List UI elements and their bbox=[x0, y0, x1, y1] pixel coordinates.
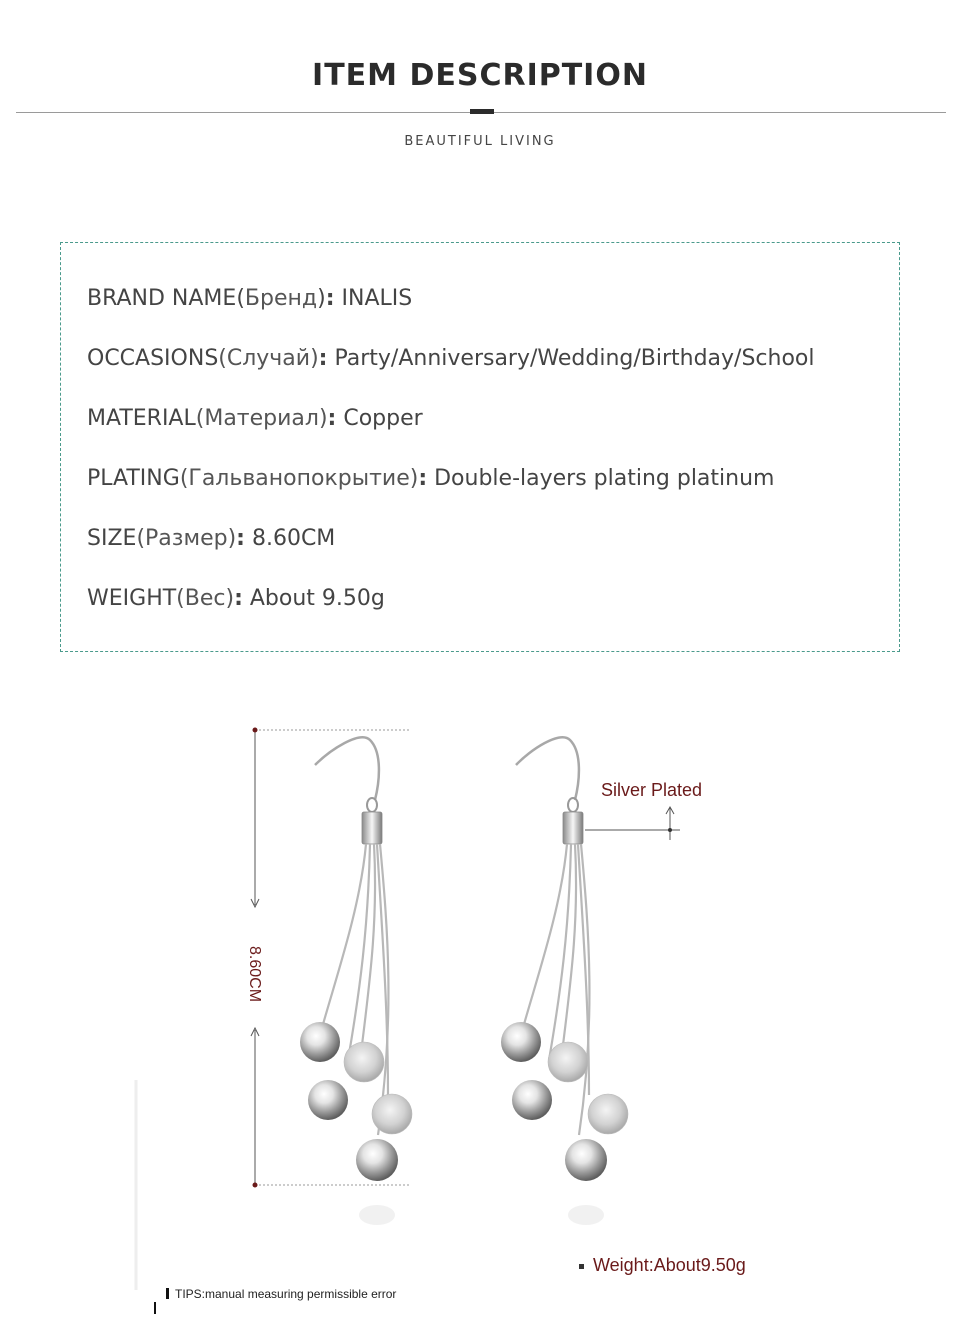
spec-key-ru: (Вес) bbox=[176, 586, 235, 611]
spec-colon: : bbox=[325, 286, 335, 311]
spec-key: SIZE bbox=[87, 526, 137, 551]
spec-key-ru: Бренд bbox=[244, 286, 318, 311]
weight-label: Weight:About9.50g bbox=[593, 1255, 746, 1275]
page-title: ITEM DESCRIPTION bbox=[312, 58, 648, 93]
size-label: 8.60CM bbox=[246, 946, 263, 1003]
spec-occasions bbox=[87, 346, 815, 371]
spec-brand bbox=[87, 286, 412, 311]
left-earring bbox=[300, 737, 412, 1225]
page-subtitle: BEAUTIFUL LIVING bbox=[404, 134, 556, 149]
spec-size bbox=[87, 526, 335, 551]
spec-key: WEIGHT bbox=[87, 586, 177, 611]
spec-value: Double-layers plating platinum bbox=[427, 466, 775, 491]
spec-key-ru: (Материал) bbox=[195, 406, 328, 431]
spec-value: Copper bbox=[336, 406, 423, 431]
spec-key-ru: (Гальванопокрытие) bbox=[179, 466, 419, 491]
spec-key: MATERIAL bbox=[87, 406, 196, 431]
plating-callout bbox=[585, 807, 680, 840]
spec-colon: : bbox=[318, 346, 328, 371]
spec-colon: : bbox=[234, 586, 243, 611]
spec-key: PLATING bbox=[87, 466, 180, 491]
spec-key-ru: (Размер) bbox=[136, 526, 237, 551]
weight-bullet bbox=[579, 1264, 584, 1269]
earrings-product-image bbox=[120, 690, 840, 1338]
spec-colon: : bbox=[418, 466, 428, 491]
spec-value: Party/Anniversary/Wedding/Birthday/School bbox=[327, 346, 815, 371]
title-divider-accent bbox=[470, 109, 494, 114]
plating-label: Silver Plated bbox=[601, 780, 703, 800]
spec-material bbox=[87, 406, 423, 431]
right-earring bbox=[501, 737, 628, 1225]
spec-colon: : bbox=[327, 406, 337, 431]
tips-marker-2 bbox=[154, 1302, 156, 1314]
spec-colon: : bbox=[236, 526, 245, 551]
spec-weight bbox=[87, 586, 385, 611]
spec-value: INALIS bbox=[334, 286, 413, 311]
spec-plating bbox=[87, 466, 774, 491]
spec-value: 8.60CM bbox=[244, 526, 336, 551]
spec-key-close: ) bbox=[317, 286, 326, 311]
spec-key-ru: (Случай) bbox=[218, 346, 319, 371]
spec-value: About 9.50g bbox=[242, 586, 385, 611]
spec-key: OCCASIONS bbox=[87, 346, 219, 371]
spec-key: BRAND NAME( bbox=[87, 286, 245, 311]
spec-box bbox=[60, 242, 900, 652]
tips-note: TIPS:manual measuring permissible error bbox=[175, 1287, 397, 1301]
tips-marker bbox=[166, 1288, 169, 1299]
